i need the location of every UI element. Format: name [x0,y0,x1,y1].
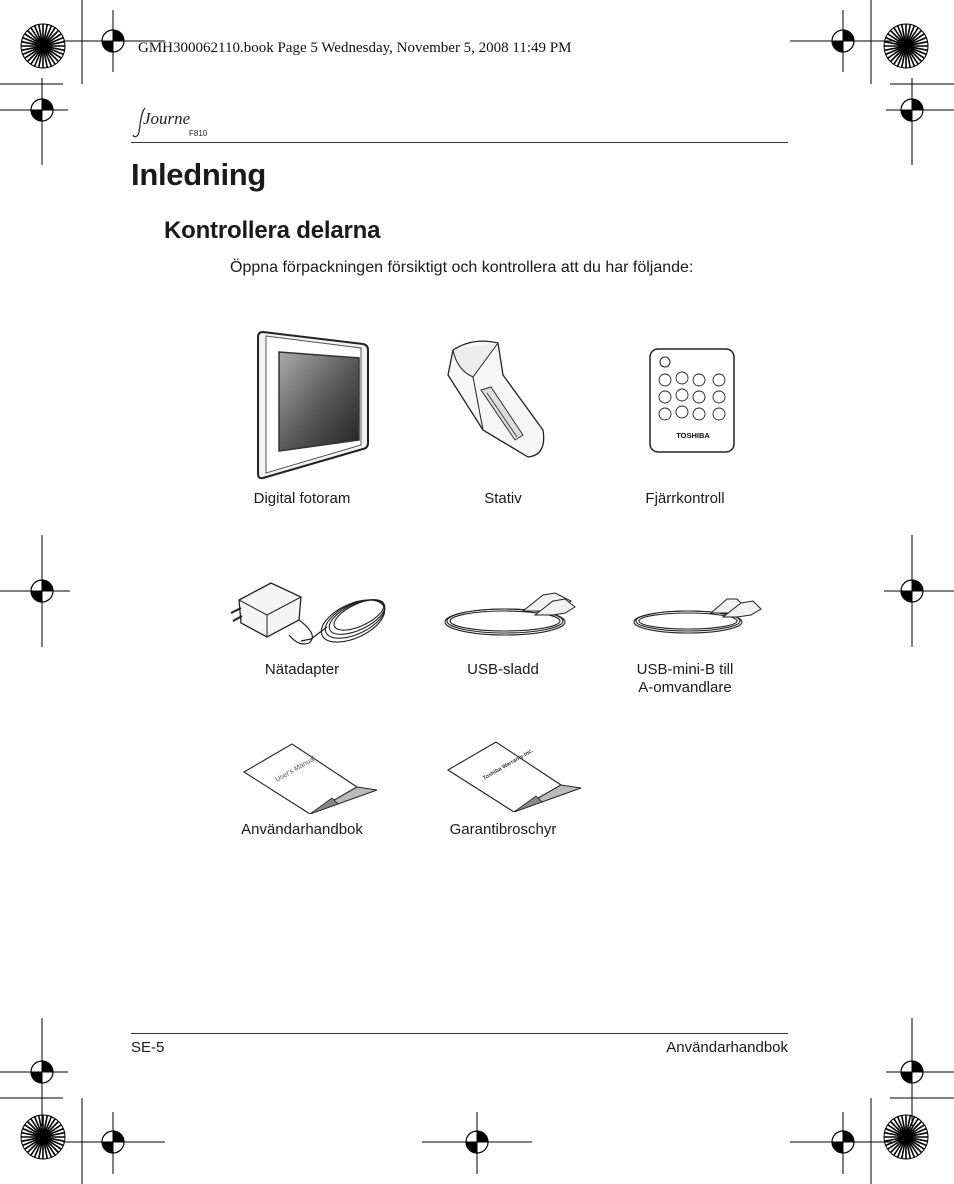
usb-cable-icon [443,583,578,648]
item-digital-photo-frame [202,325,402,515]
item-user-manual [202,740,402,850]
item-stand [403,325,603,515]
photo-frame-icon [255,328,375,483]
item-usb-mini-b-cable [585,575,785,705]
item-label-line2: A-omvandlare [638,679,732,696]
intro-text: Öppna förpackningen försiktigt och kontrollera att du har följande: [230,259,694,276]
journe-logo [131,104,221,140]
item-label [585,661,785,697]
item-label: USB-sladd [467,661,539,678]
logo-script: Journe [143,109,191,128]
manual-cover-text: User's Manual [274,755,317,784]
item-label: Garantibroschyr [449,821,557,838]
item-label: Nätadapter [264,661,340,678]
warranty-brochure-icon [446,740,591,812]
item-power-adapter [202,575,402,695]
usb-mini-b-cable-icon [633,585,763,645]
header-rule [131,142,788,143]
item-label-line1: USB-mini-B till [636,661,734,678]
item-label: Digital fotoram [253,490,351,507]
section-title: Kontrollera delarna [164,217,381,244]
item-remote-control [585,325,785,515]
warranty-cover-text: Toshiba Warranty Inc. [482,748,535,782]
power-adapter-icon [229,575,394,655]
logo-model: F810 [189,129,208,138]
item-label: Användarhandbok [241,821,363,838]
footer-rule [131,1033,788,1034]
stand-icon [443,335,553,470]
page-number: SE-5 [131,1039,165,1056]
footer-doc-name: Användarhandbok [666,1039,788,1056]
item-label: Stativ [484,490,522,507]
item-label: Fjärrkontroll [645,490,725,507]
item-warranty-brochure [403,740,603,850]
user-manual-icon [242,742,387,814]
page-title: Inledning [131,157,267,192]
item-usb-cable [403,575,603,695]
remote-brand: TOSHIBA [676,431,710,440]
remote-control-icon [648,347,738,455]
slug-line: GMH300062110.book Page 5 Wednesday, November 5, 2008 11:49 PM [138,40,572,56]
